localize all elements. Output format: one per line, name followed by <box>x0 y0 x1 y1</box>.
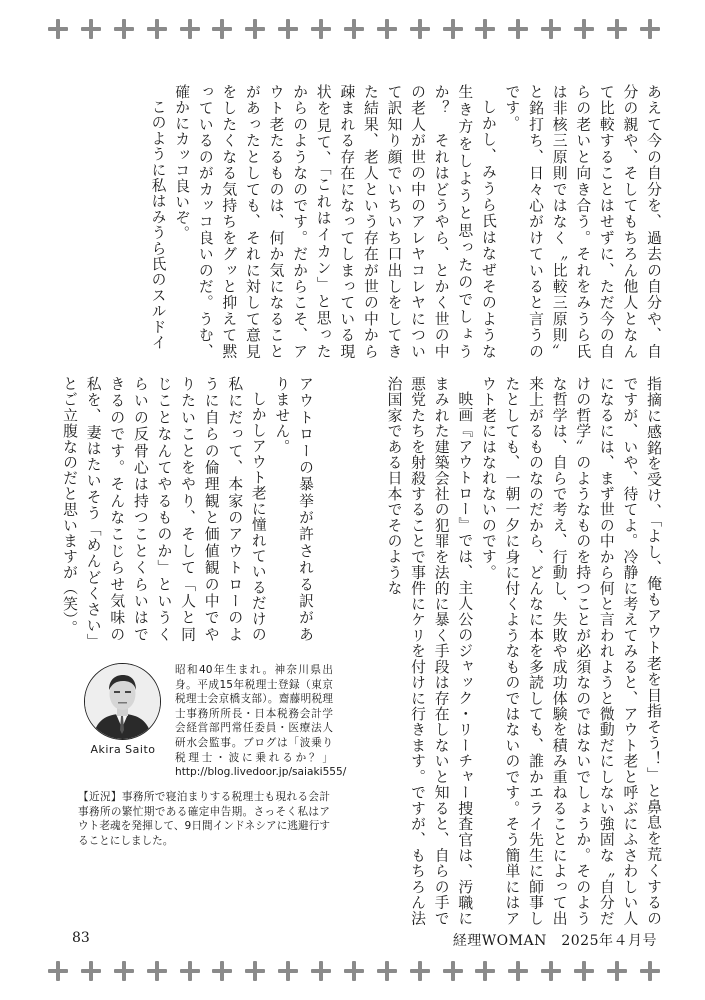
top-ornament-row <box>48 14 660 44</box>
author-name: Akira Saito <box>90 743 156 756</box>
cross-icon <box>640 961 660 981</box>
cross-icon <box>278 961 298 981</box>
paragraph: あえて今の自分を、過去の自分や、自分の親や、そしてもちろん他人となんて比較することはせずに、ただ今の自らの老いと向き合う。それをみうら氏は非核三原則ではなく〝比較三原則〟と銘打ち、日々心がけていると言うのです。 <box>503 84 662 359</box>
paragraph: 指摘に感銘を受け、「よし、俺もアウト老を目指そう！」と鼻息を荒くするのですが、いや、待てよ。冷静に考えてみると、アウト老と呼ぶにふさわしい人になるには、まず世の中から何と言われようと微動だにしない強固な〝自分だけの哲学〟のようなものを持つことが必須なのではないでしょうか。そのような哲学は、自らで考え、行動し、失敗や成功体験を積み重ねることによって出来上がるものなのだから、どんなに本を多読しても、誰かエライ先生に師事したとしても、一朝一夕に身に付くようなものではないのです。そう簡単にはアウト老にはなれないのです。 <box>479 376 662 926</box>
cross-icon <box>508 19 528 39</box>
cross-icon <box>180 19 200 39</box>
article-top-section <box>33 84 665 359</box>
article-bottom-right-section <box>320 376 665 926</box>
cross-icon <box>541 961 561 981</box>
cross-icon <box>344 19 364 39</box>
cross-icon <box>607 961 627 981</box>
paragraph: しかしアウト老に憧れているだけの私にだって、本家のアウトローのように自らの倫理観と価値観の中でやりたいことをやり、そして「人と同じことなんてやるものか」というくらいの反骨心は持つことくらいはできるのです。そんなこじらせ気味の私を、妻はたいそう「めんどくさい」とご立腹なのだと思いますが（笑）。 <box>61 376 267 642</box>
author-bio: 昭和40年生まれ。神奈川県出身。平成15年税理士登録（東京税理士会京橋支部）。齋藤明税理士事務所所長・日本税務会計学会経営部門常任委員・医療法人研水会監事。ブログは「波乗り税理士・波に乗れるか？」http://blog.livedoor.jp/saiaki555/ <box>175 664 347 779</box>
cross-icon <box>475 19 495 39</box>
paragraph: しかし、みうら氏はなぜそのような生き方をしようと思ったのでしょうか？ それはどうやら、とかく世の中の老人が世の中のアレヤコレヤについて訳知り顔でいちいち口出しをしてきた結果、老人という存在が世の中から疎まれる存在になってしまっている現状を見て、「これはイカン」と思ったからのようなのです。だからこそ、アウト老たるものは、何か気になることがあったとしても、それに対して意見をしたくなる気持ちをグッと抑えて黙っているのがカッコ良いのだ。うむ、確かにカッコ良いぞ。 <box>173 84 497 359</box>
cross-icon <box>607 19 627 39</box>
cross-icon <box>48 961 68 981</box>
cross-icon <box>180 961 200 981</box>
cross-icon <box>541 19 561 39</box>
cross-icon <box>377 19 397 39</box>
cross-icon <box>574 19 594 39</box>
bottom-ornament-row <box>48 956 660 986</box>
article-bottom-left-section <box>52 376 317 642</box>
page-number: 83 <box>72 930 90 946</box>
cross-icon <box>508 961 528 981</box>
cross-icon <box>574 961 594 981</box>
author-portrait <box>84 663 161 740</box>
author-profile <box>78 663 347 873</box>
paragraph: 映画『アウトロー』では、主人公のジャック・リーチャー捜査官は、汚職にまみれた建築会社の犯罪を法的に暴く手段は存在しないと知ると、自らの手で悪党たちを射殺することで事件にケリを付けに行きます。ですが、もちろん法治国家である日本でそのような <box>385 376 474 926</box>
cross-icon <box>81 19 101 39</box>
cross-icon <box>245 19 265 39</box>
cross-icon <box>475 961 495 981</box>
cross-icon <box>81 961 101 981</box>
cross-icon <box>114 19 134 39</box>
cross-icon <box>377 961 397 981</box>
cross-icon <box>212 19 232 39</box>
cross-icon <box>245 961 265 981</box>
cross-icon <box>48 19 68 39</box>
cross-icon <box>410 961 430 981</box>
cross-icon <box>443 19 463 39</box>
author-news: 【近況】事務所で寝泊まりする税理士も現れる会計事務所の繁忙期である確定申告期。さっそく私はアウト老魂を発揮して、9日間インドネシアに逃避行することにしました。 <box>78 791 330 847</box>
cross-icon <box>410 19 430 39</box>
cross-icon <box>443 961 463 981</box>
paragraph: このように私はみうら氏のスルドイ <box>149 98 167 350</box>
cross-icon <box>147 19 167 39</box>
cross-icon <box>311 961 331 981</box>
cross-icon <box>311 19 331 39</box>
cross-icon <box>278 19 298 39</box>
cross-icon <box>114 961 134 981</box>
cross-icon <box>212 961 232 981</box>
paragraph: アウトローの暴挙が許される訳がありません。 <box>273 376 314 642</box>
magazine-issue: 経理WOMAN 2025年４月号 <box>452 933 657 949</box>
cross-icon <box>147 961 167 981</box>
cross-icon <box>344 961 364 981</box>
cross-icon <box>640 19 660 39</box>
